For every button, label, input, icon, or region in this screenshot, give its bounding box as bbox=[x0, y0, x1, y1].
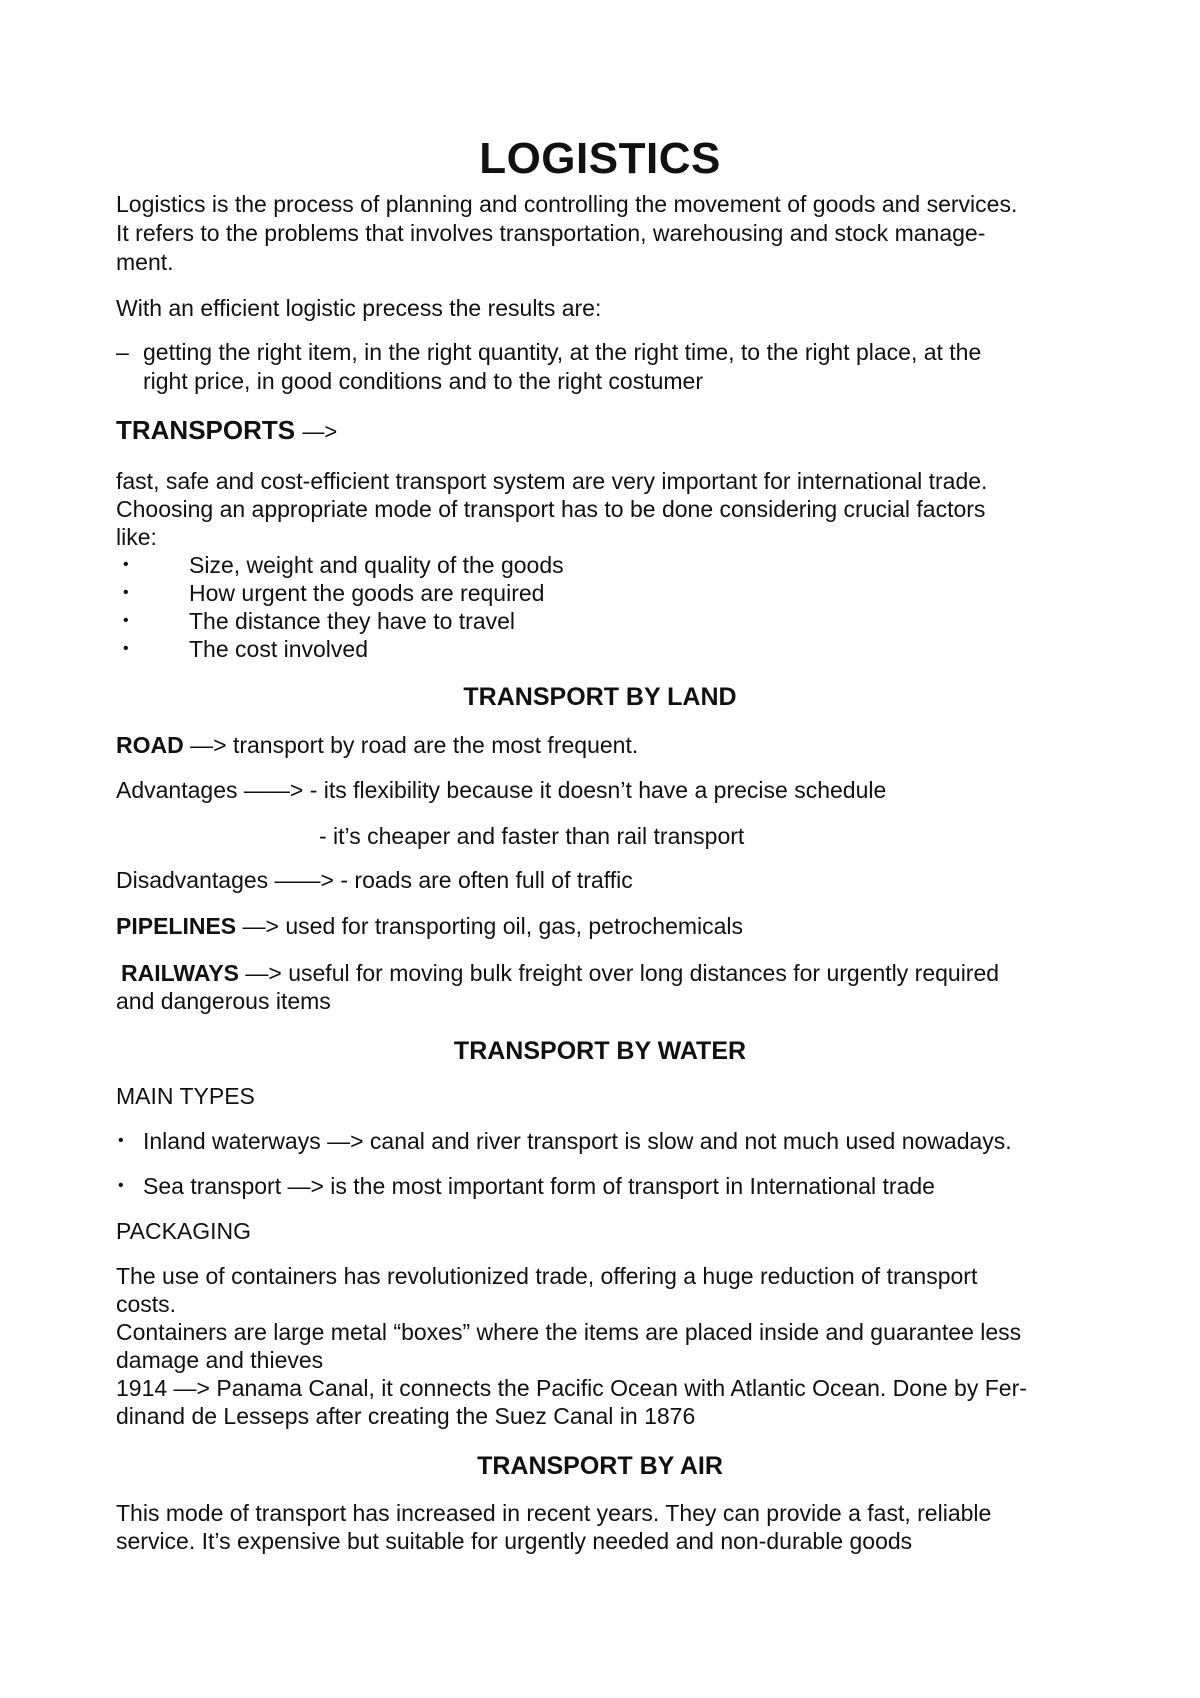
railways-label: RAILWAYS bbox=[121, 960, 240, 986]
section-heading-air: TRANSPORT BY AIR bbox=[477, 1452, 723, 1480]
transports-line-3: like: bbox=[116, 524, 157, 550]
air-line-2: service. It’s expensive but suitable for urgently needed and non-durable goods bbox=[116, 1528, 913, 1554]
packaging-line-5: 1914 —> Panama Canal, it connects the Pacific Ocean with Atlantic Ocean. Done by Fer- bbox=[116, 1375, 1027, 1401]
packaging-line-2: costs. bbox=[116, 1291, 177, 1317]
factor-item: The distance they have to travel bbox=[189, 608, 516, 634]
section-heading-water: TRANSPORT BY WATER bbox=[453, 1037, 747, 1065]
water-type-inland: Inland waterways —> canal and river transport is slow and not much used nowadays. bbox=[143, 1128, 1012, 1154]
packaging-line-3: Containers are large metal “boxes” where the items are placed inside and guarantee less bbox=[116, 1319, 1022, 1345]
intro-line-3: ment. bbox=[116, 249, 174, 275]
pipelines-label: PIPELINES bbox=[116, 913, 237, 939]
result-line-2: right price, in good conditions and to the right costumer bbox=[143, 368, 703, 394]
transports-heading bbox=[116, 416, 337, 446]
transports-heading-text: TRANSPORTS bbox=[116, 415, 296, 445]
result-line-1: getting the right item, in the right quantity, at the right time, to the right place, at the bbox=[143, 339, 982, 365]
intro-line-2: It refers to the problems that involves transportation, warehousing and stock manage- bbox=[116, 220, 986, 246]
factor-item: The cost involved bbox=[189, 636, 368, 662]
bullet-dot: • bbox=[123, 612, 129, 629]
advantages-line: Advantages ——> - its flexibility because it doesn’t have a precise schedule bbox=[116, 777, 887, 803]
dash-bullet: – bbox=[116, 339, 129, 365]
railways-text: —> useful for moving bulk freight over long distances for urgently required bbox=[239, 960, 1000, 986]
transports-arrow: —> bbox=[302, 419, 338, 444]
page-title: LOGISTICS bbox=[479, 134, 721, 183]
main-types-label: MAIN TYPES bbox=[116, 1083, 255, 1109]
factor-item: How urgent the goods are required bbox=[189, 580, 545, 606]
road-line bbox=[116, 731, 638, 759]
water-type-sea: Sea transport —> is the most important form of transport in International trade bbox=[143, 1173, 935, 1199]
air-line-1: This mode of transport has increased in recent years. They can provide a fast, reliable bbox=[116, 1500, 992, 1526]
bullet-dot: • bbox=[123, 640, 129, 657]
packaging-line-1: The use of containers has revolutionized trade, offering a huge reduction of transport bbox=[116, 1263, 978, 1289]
bullet-dot: • bbox=[123, 556, 129, 573]
road-text: —> transport by road are the most frequent. bbox=[183, 732, 639, 758]
intro-line-1: Logistics is the process of planning and controlling the movement of goods and services. bbox=[116, 191, 1018, 217]
pipelines-text: —> used for transporting oil, gas, petrochemicals bbox=[236, 913, 744, 939]
results-intro: With an efficient logistic precess the results are: bbox=[116, 295, 602, 321]
transports-line-2: Choosing an appropriate mode of transport has to be done considering crucial factors bbox=[116, 496, 986, 522]
packaging-label: PACKAGING bbox=[116, 1218, 252, 1244]
bullet-dot: • bbox=[118, 1132, 124, 1149]
bullet-dot: • bbox=[118, 1177, 124, 1194]
bullet-dot: • bbox=[123, 584, 129, 601]
railways-line-2: and dangerous items bbox=[116, 988, 331, 1014]
factor-item: Size, weight and quality of the goods bbox=[189, 552, 564, 578]
packaging-line-6: dinand de Lesseps after creating the Suez Canal in 1876 bbox=[116, 1403, 696, 1429]
pipelines-line bbox=[116, 912, 743, 940]
road-label: ROAD bbox=[116, 732, 184, 758]
railways-line bbox=[121, 959, 999, 987]
advantages-line-2: - it’s cheaper and faster than rail transport bbox=[319, 823, 745, 849]
disadvantages-line: Disadvantages ——> - roads are often full of traffic bbox=[116, 867, 633, 893]
section-heading-land: TRANSPORT BY LAND bbox=[463, 683, 737, 711]
packaging-line-4: damage and thieves bbox=[116, 1347, 324, 1373]
transports-line-1: fast, safe and cost-efficient transport system are very important for international trade. bbox=[116, 468, 988, 494]
